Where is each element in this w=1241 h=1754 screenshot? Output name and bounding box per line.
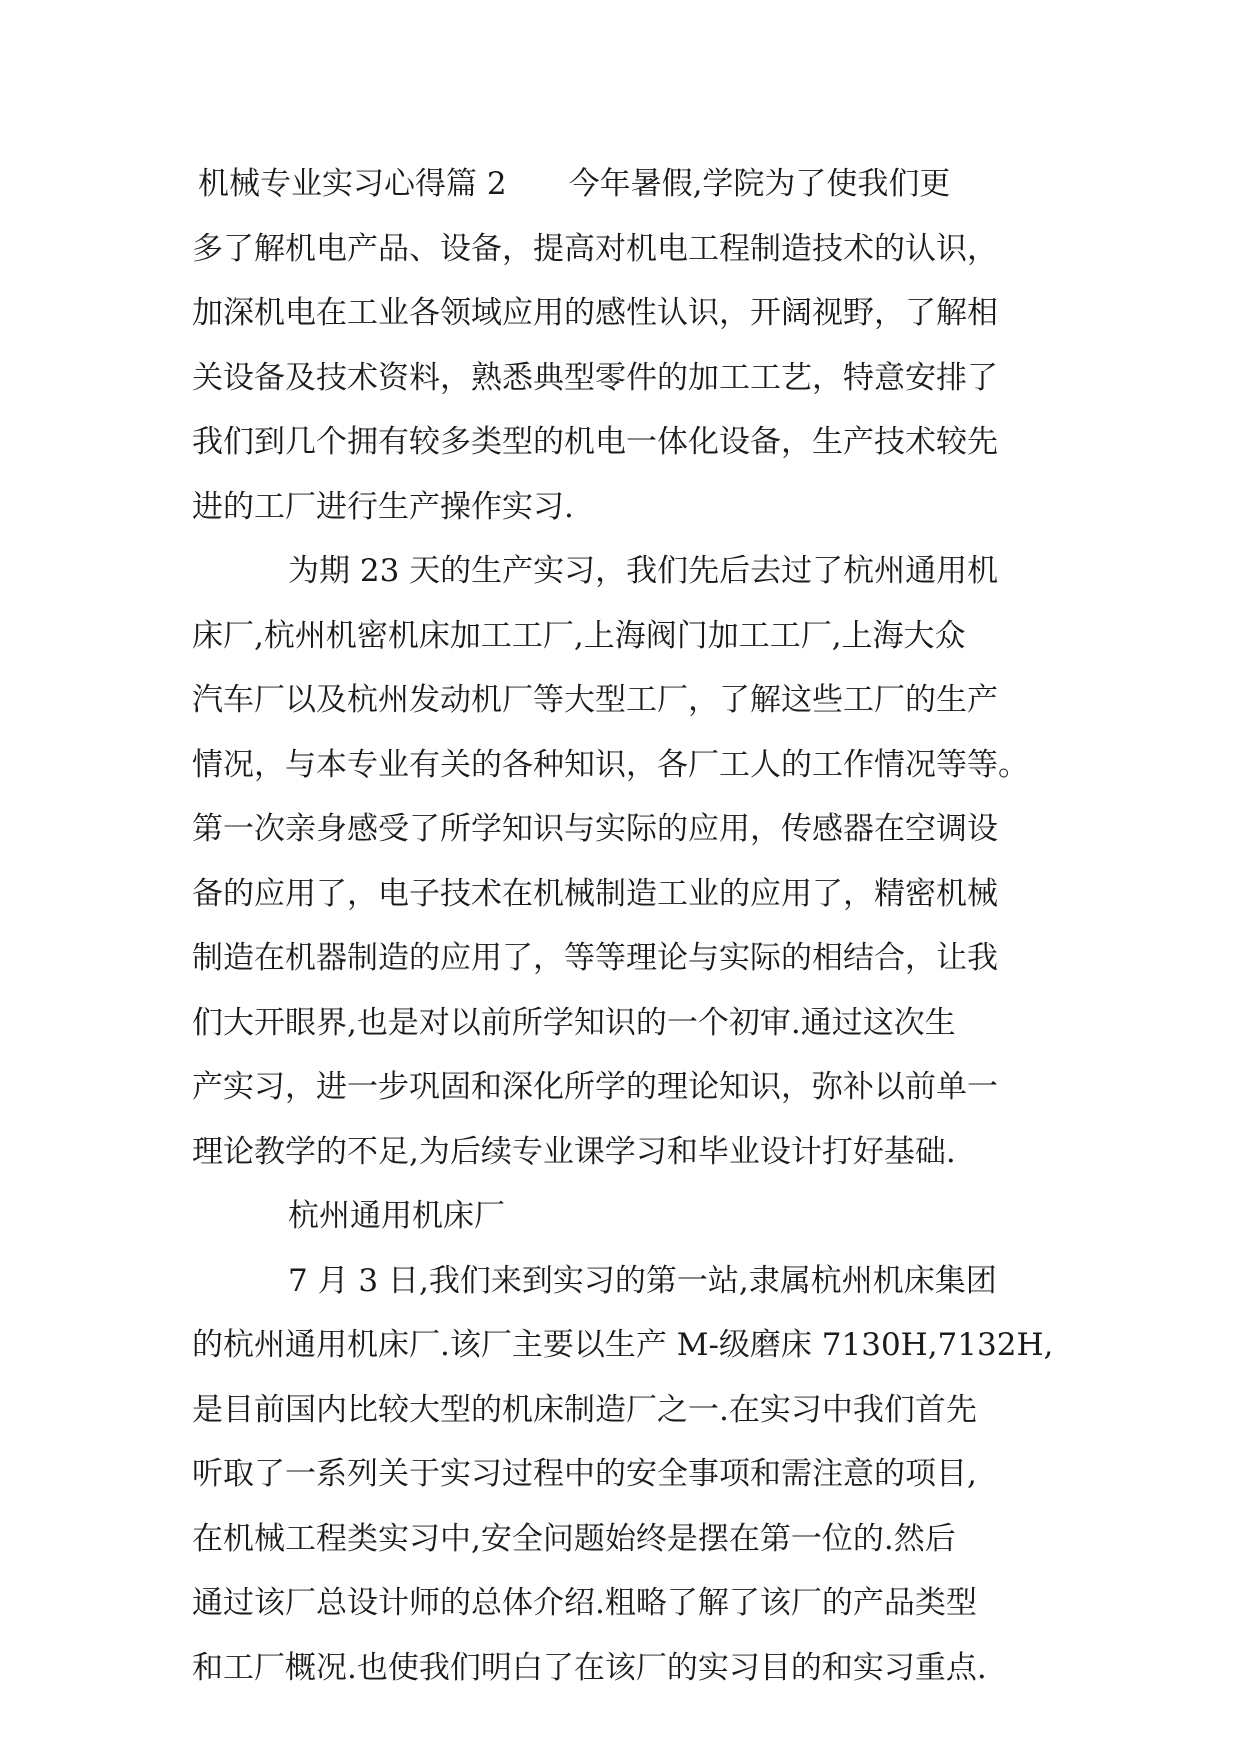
text-line: 关设备及技术资料，熟悉典型零件的加工工艺，特意安排了 [192, 359, 998, 396]
paragraph-start-line: 为期 23 天的生产实习，我们先后去过了杭州通用机 [288, 553, 999, 589]
text-line: 第一次亲身感受了所学知识与实际的应用，传感器在空调设 [192, 811, 998, 847]
text-line: 床厂,杭州机密机床加工工厂,上海阀门加工工厂,上海大众 [192, 617, 966, 654]
text-line: 汽车厂以及杭州发动机厂等大型工厂，了解这些工厂的生产 [192, 682, 998, 718]
text-line: 理论教学的不足,为后续专业课学习和毕业设计打好基础. [192, 1133, 956, 1170]
text-line: 我们到几个拥有较多类型的机电一体化设备，生产技术较先 [192, 424, 998, 460]
text-line: 产实习，进一步巩固和深化所学的理论知识，弥补以前单一 [192, 1069, 998, 1105]
text-line: 进的工厂进行生产操作实习. [192, 488, 574, 525]
text-line: 机械专业实习心得篇 2 今年暑假,学院为了使我们更 [198, 166, 951, 202]
text-line: 制造在机器制造的应用了，等等理论与实际的相结合，让我 [192, 940, 998, 976]
text-line: 加深机电在工业各领域应用的感性认识，开阔视野，了解相 [192, 295, 998, 331]
text-line: 和工厂概况.也使我们明白了在该厂的实习目的和实习重点. [192, 1649, 987, 1686]
document-body [192, 152, 1062, 1700]
text-line: 情况，与本专业有关的各种知识，各厂工人的工作情况等等。 [192, 746, 1029, 783]
text-line: 听取了一系列关于实习过程中的安全事项和需注意的项目, [192, 1456, 977, 1492]
section-heading: 杭州通用机床厂 [288, 1198, 505, 1234]
text-line: 的杭州通用机床厂.该厂主要以生产 M-级磨床 7130H,7132H, [192, 1327, 1054, 1363]
text-line: 备的应用了，电子技术在机械制造工业的应用了，精密机械 [192, 875, 998, 912]
text-line: 是目前国内比较大型的机床制造厂之一.在实习中我们首先 [192, 1391, 977, 1428]
paragraph-start-line: 7 月 3 日,我们来到实习的第一站,隶属杭州机床集团 [288, 1262, 997, 1299]
text-line: 在机械工程类实习中,安全问题始终是摆在第一位的.然后 [192, 1520, 956, 1557]
text-line: 通过该厂总设计师的总体介绍.粗略了解了该厂的产品类型 [192, 1585, 977, 1621]
text-line: 多了解机电产品、设备，提高对机电工程制造技术的认识， [192, 230, 998, 267]
text-line: 们大开眼界,也是对以前所学知识的一个初审.通过这次生 [192, 1004, 956, 1041]
